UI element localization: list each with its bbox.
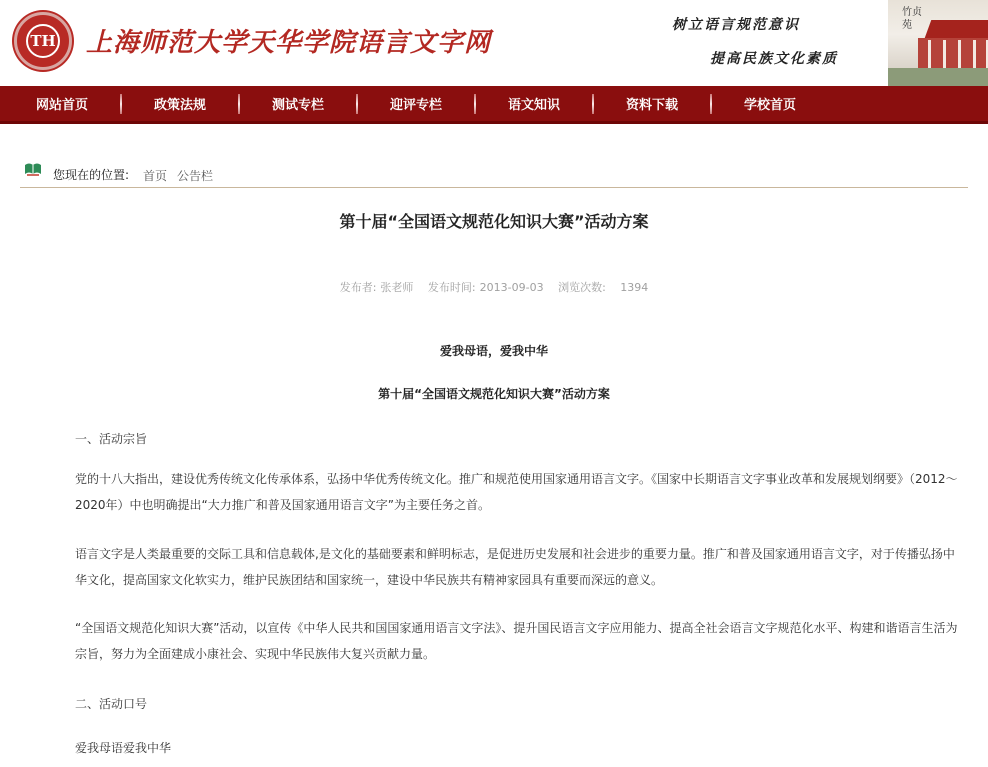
main-nav [0,86,988,124]
logo-mark: TH [26,24,60,58]
breadcrumb-home-link[interactable]: 首页 [143,169,168,183]
breadcrumb [20,160,968,188]
paragraph-1: 党的十八大指出，建设优秀传统文化传承体系，弘扬中华优秀传统文化。推广和规范使用国家通用语言文字。《国家中长期语言文字事业改革和发展规划纲要》（2012～2020年）中也明确提出“大力推广和普及国家通用语言文字”为主要任务之首。 [75,472,958,512]
author-label: 发布者: [339,281,377,294]
paragraph-3: “全国语文规范化知识大赛”活动，以宣传《中华人民共和国国家通用语言文字法》、提升国民语言文字应用能力、提高全社会语言文字规范化水平、构建和谐语言生活为宗旨，努力为全面建成小康社会、实现中华民族伟大复兴贡献力量。 [75,621,958,661]
slogan-text: 爱我母语爱我中华 [75,741,172,755]
nav-test[interactable]: 测试专栏 [271,98,324,113]
header-slogan-2: 提高民族文化素质 [710,51,838,67]
section-heading-1: 一、活动宗旨 [75,432,148,446]
site-title[interactable]: 上海师范大学天华学院语言文字网 [86,28,492,58]
views-value: 1394 [620,281,649,294]
site-header [0,0,988,86]
article-subtitle: 爱我母语，爱我中华 [439,344,548,358]
section-heading-2: 二、活动口号 [75,697,148,711]
nav-downloads[interactable]: 资料下载 [625,98,678,113]
author-value: 张老师 [380,281,414,294]
school-logo[interactable] [14,12,72,70]
campus-photo [888,0,988,86]
nav-evaluation[interactable]: 迎评专栏 [389,98,442,113]
article-title: 第十届“全国语文规范化知识大赛”活动方案 [339,212,649,231]
calligraphy-text: 竹贞苑 [902,7,922,31]
breadcrumb-section-link[interactable]: 公告栏 [177,169,214,183]
article-meta [0,279,988,295]
nav-home[interactable]: 网站首页 [35,98,88,113]
header-slogan-1: 树立语言规范意识 [672,17,800,33]
breadcrumb-label: 您现在的位置: [53,168,130,182]
nav-policy[interactable]: 政策法规 [153,98,206,113]
article-subtitle-2: 第十届“全国语文规范化知识大赛”活动方案 [378,387,610,401]
views-label: 浏览次数: [558,281,606,294]
paragraph-2: 语言文字是人类最重要的交际工具和信息载体,是文化的基础要素和鲜明标志，是促进历史发展和社会进步的重要力量。推广和普及国家通用语言文字，对于传播弘扬中华文化，提高国家文化软实力，维护民族团结和国家统一，建设中华民族共有精神家园具有重要而深远的意义。 [75,547,955,587]
time-label: 发布时间: [427,281,476,294]
time-value: 2013-09-03 [479,281,544,294]
book-icon [24,162,42,176]
nav-knowledge[interactable]: 语文知识 [507,98,560,113]
nav-school-home[interactable]: 学校首页 [743,98,796,113]
